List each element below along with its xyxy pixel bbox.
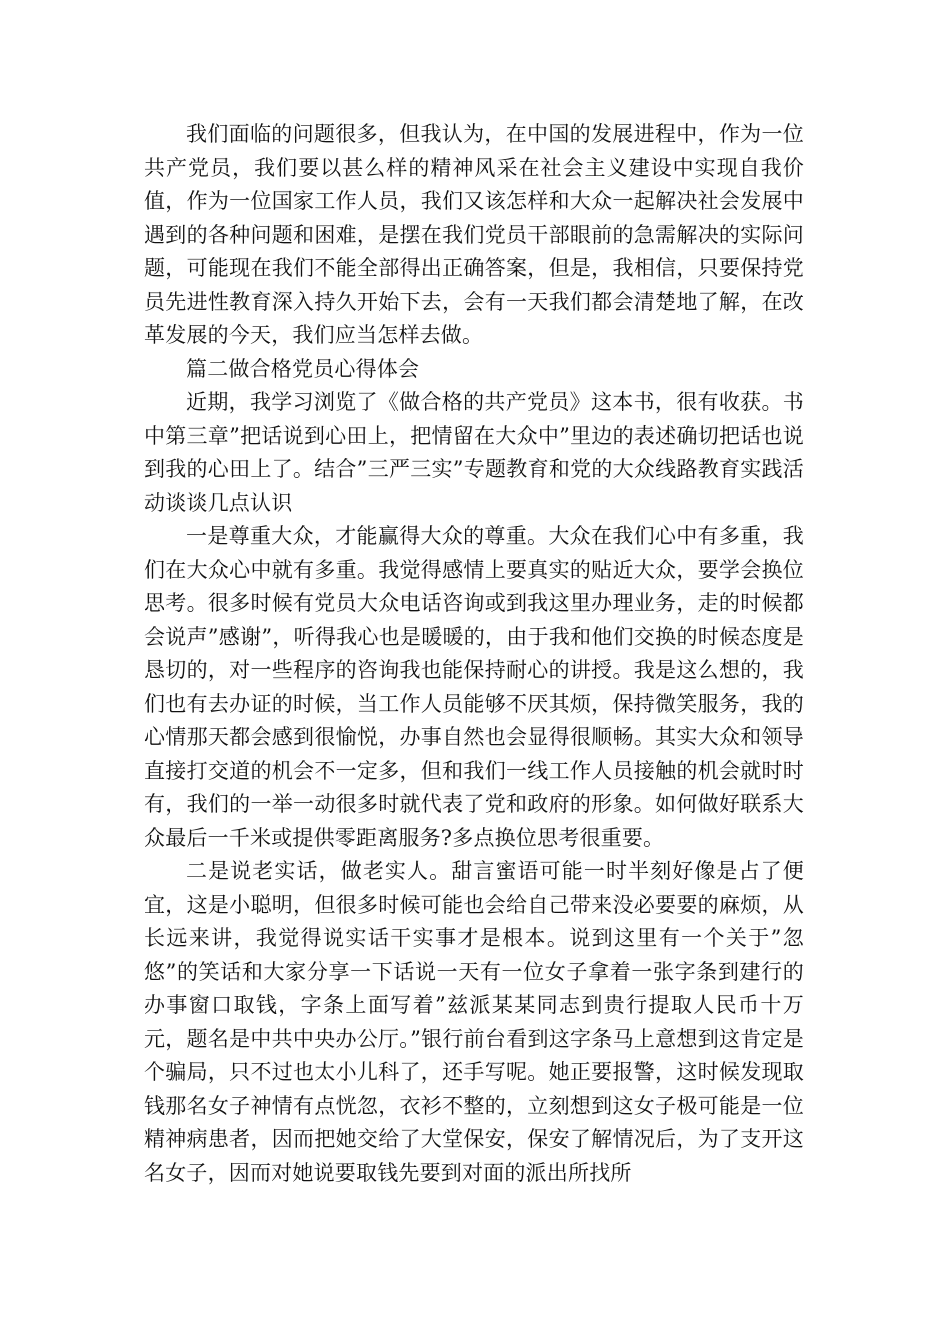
paragraph-point-two: 二是说老实话，做老实人。甜言蜜语可能一时半刻好像是占了便宜，这是小聪明，但很多时候可能也会给自己带来没必要要的麻烦，从长远来讲，我觉得说实话干实事才是根本。说到这里有一个关于”忽悠”的笑话和大家分享一下话说一天有一位女子拿着一张字条到建行的办事窗口取钱，字条上面写着”兹派某某同志到贵行提取人民币十万元，题名是中共中央办公厅。”银行前台看到这字条马上意想到这肯定是个骗局，只不过也太小儿科了，还手写呢。她正要报警，这时候发现取钱那名女子神情有点恍忽，衣衫不整的，立刻想到这女子极可能是一位精神病患者，因而把她交给了大堂保安，保安了解情况后，为了支开这名女子，因而对她说要取钱先要到对面的派出所找所 xyxy=(144,859,804,1185)
document-body xyxy=(144,118,804,1190)
paragraph-point-one: 一是尊重大众，才能赢得大众的尊重。大众在我们心中有多重，我们在大众心中就有多重。我觉得感情上要真实的贴近大众，要学会换位思考。很多时候有党员大众电话咨询或到我这里办理业务，走的时候都会说声”感谢”，听得我心也是暖暖的，由于我和他们交换的时候态度是恳切的，对一些程序的咨询我也能保持耐心的讲授。我是这么想的，我们也有去办证的时候，当工作人员能够不厌其烦，保持微笑服务，我的心情那天都会感到很愉悦，办事自然也会显得很顺畅。其实大众和领导直接打交道的机会不一定多，但和我们一线工作人员接触的机会就时时有，我们的一举一动很多时就代表了党和政府的形象。如何做好联系大众最后一千米或提供零距离服务?多点换位思考很重要。 xyxy=(144,524,804,850)
paragraph-book-review: 近期，我学习浏览了《做合格的共产党员》这本书，很有收获。书中第三章”把话说到心田上，把情留在大众中”里边的表述确切把话也说到我的心田上了。结合”三严三实”专题教育和党的大众线路教育实践活动谈谈几点认识 xyxy=(144,390,804,515)
section-heading: 篇二做合格党员心得体会 xyxy=(186,356,420,381)
paragraph-intro: 我们面临的问题很多，但我认为，在中国的发展进程中，作为一位共产党员，我们要以甚么样的精神风采在社会主义建设中实现自我价值，作为一位国家工作人员，我们又该怎样和大众一起解决社会发展中遇到的各种问题和困难，是摆在我们党员干部眼前的急需解决的实际问题，可能现在我们不能全部得出正确答案，但是，我相信，只要保持党员先进性教育深入持久开始下去，会有一天我们都会清楚地了解，在改革发展的今天，我们应当怎样去做。 xyxy=(144,122,804,347)
